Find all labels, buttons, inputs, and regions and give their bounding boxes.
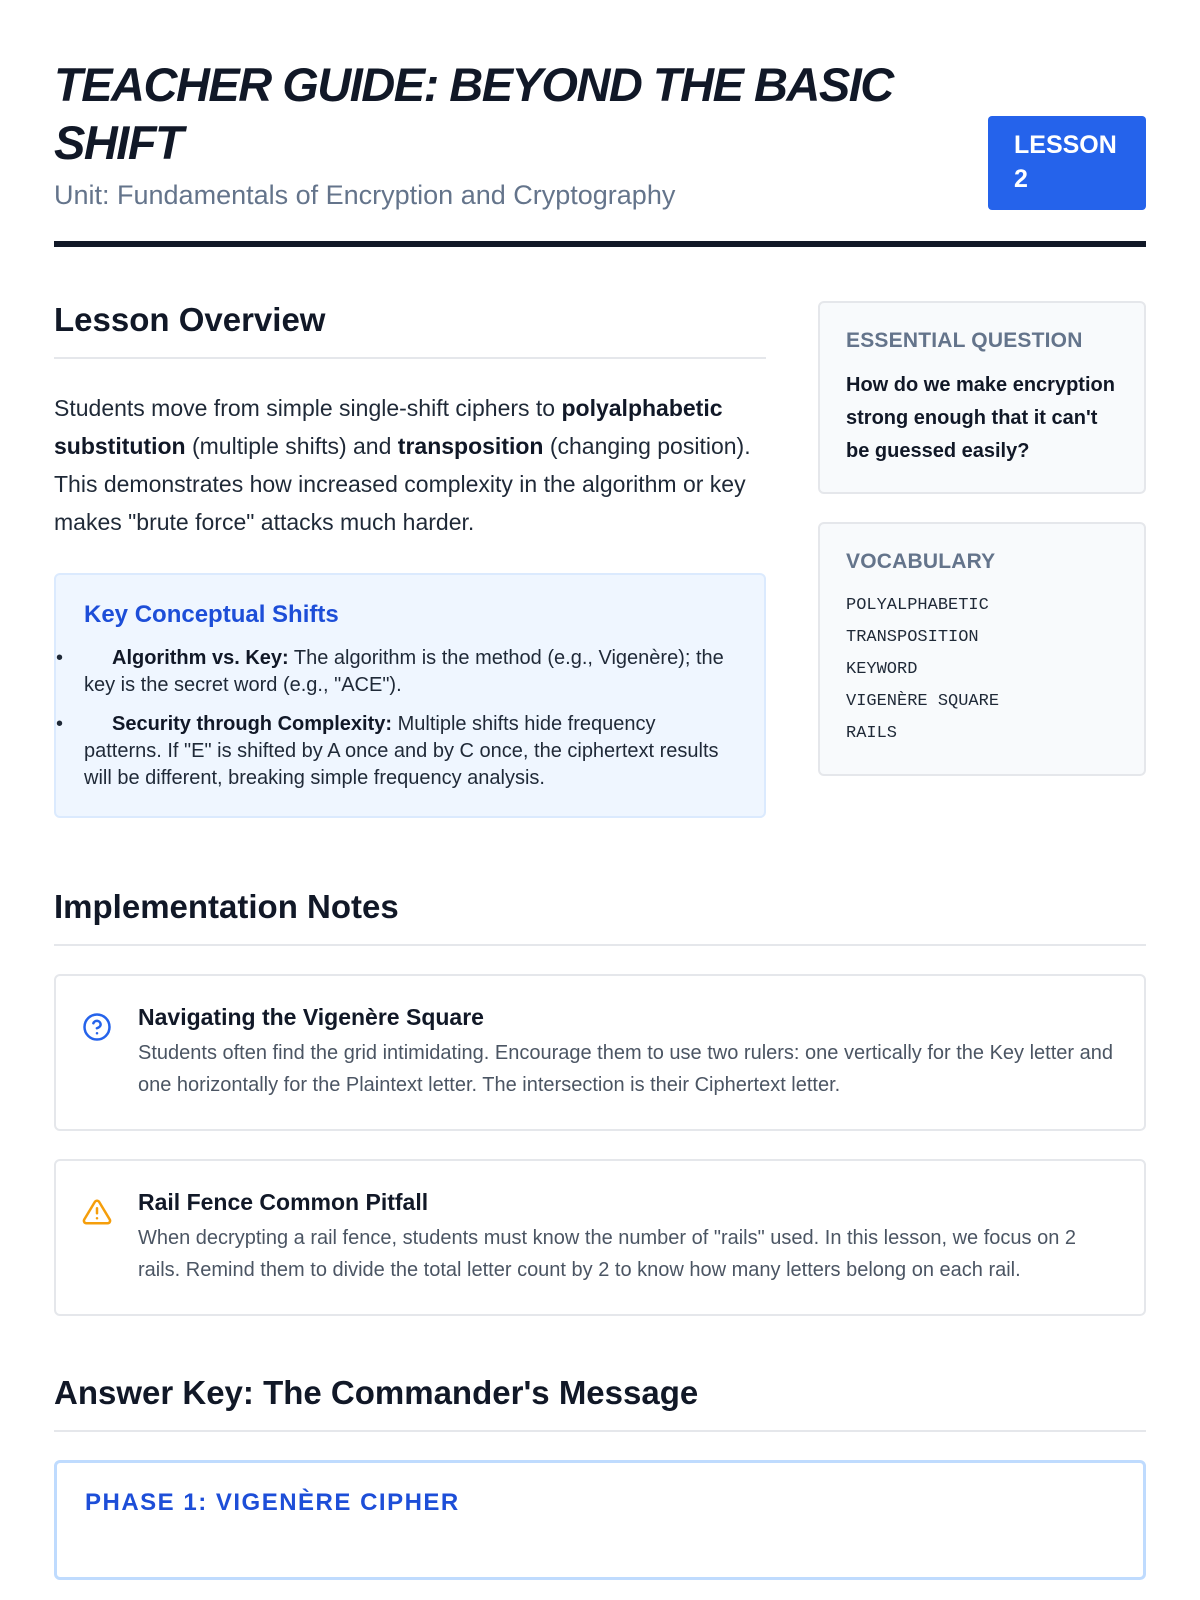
concept-text: Multiple shifts hide frequency patterns. If "E" is shifted by A once and by C once, the ciphertext results will be different, breaking simple frequency analysis. [84, 713, 719, 789]
vocabulary-item: KEYWORD [846, 660, 918, 679]
warning-triangle-icon [82, 1197, 112, 1227]
page-title: TEACHER GUIDE: BEYOND THE BASIC SHIFT [54, 58, 893, 169]
essential-question-text: How do we make encryption strong enough that it can't be guessed easily? [846, 374, 1115, 462]
term-polyalphabetic: polyalphabetic substitution [54, 395, 723, 459]
vocabulary-item: RAILS [846, 724, 898, 743]
note-text: Students often find the grid intimidating. Encourage them to use two rulers: one vertically for the Key letter and one horizontally for the Plaintext letter. The intersection is their Ciphertext letter. [138, 1042, 1113, 1096]
essential-question-card [818, 301, 1146, 494]
concept-item [84, 645, 738, 699]
vocabulary-list [846, 590, 1118, 750]
key-conceptual-shifts-title: Key Conceptual Shifts [84, 601, 339, 628]
note-body [138, 1004, 1116, 1101]
concept-text: The algorithm is the method (e.g., Vigenère); the key is the secret word (e.g., "ACE"). [84, 647, 724, 696]
implementation-notes-heading: Implementation Notes [54, 888, 1146, 946]
sidebar [818, 301, 1146, 818]
lesson-overview-text [54, 389, 766, 541]
note-title: Rail Fence Common Pitfall [138, 1189, 429, 1215]
note-rail-fence [54, 1159, 1146, 1316]
page-subtitle: Unit: Fundamentals of Encryption and Cryptography [54, 180, 676, 210]
phase-1-box [54, 1460, 1146, 1580]
overview-text-part: (multiple shifts) and [185, 433, 398, 459]
vocabulary-item: VIGENÈRE SQUARE [846, 692, 1000, 711]
lesson-badge: LESSON 2 [988, 116, 1146, 210]
term-transposition: transposition [397, 433, 544, 459]
vocabulary-card [818, 522, 1146, 776]
note-vigenere-square [54, 974, 1146, 1131]
vocabulary-label: VOCABULARY [846, 550, 996, 573]
implementation-notes-section [54, 888, 1146, 1316]
concept-term: Security through Complexity: [112, 713, 393, 735]
essential-question-label: ESSENTIAL QUESTION [846, 329, 1083, 352]
page-header [54, 0, 1146, 247]
note-body [138, 1189, 1116, 1286]
lesson-overview-heading: Lesson Overview [54, 301, 766, 359]
answer-key-heading: Answer Key: The Commander's Message [54, 1374, 1146, 1432]
key-conceptual-shifts-box [54, 573, 766, 818]
concept-item [84, 711, 738, 792]
answer-key-section [54, 1374, 1146, 1580]
phase-1-title: PHASE 1: VIGENÈRE CIPHER [85, 1489, 460, 1516]
lesson-overview-section [54, 301, 766, 818]
overview-text-part: Students move from simple single-shift ciphers to [54, 395, 562, 421]
overview-text-part: (changing position). This demonstrates how increased complexity in the algorithm or key makes "brute force" attacks much harder. [54, 433, 751, 535]
note-text: When decrypting a rail fence, students must know the number of "rails" used. In this lesson, we focus on 2 rails. Remind them to divide the total letter count by 2 to know how many letters belong on each rail. [138, 1227, 1077, 1281]
note-title: Navigating the Vigenère Square [138, 1004, 484, 1030]
vocabulary-item: TRANSPOSITION [846, 628, 979, 647]
header-text [54, 56, 954, 211]
concept-term: Algorithm vs. Key: [112, 647, 289, 669]
question-circle-icon [82, 1012, 112, 1042]
top-grid [54, 301, 1146, 818]
vocabulary-item: POLYALPHABETIC [846, 596, 989, 615]
